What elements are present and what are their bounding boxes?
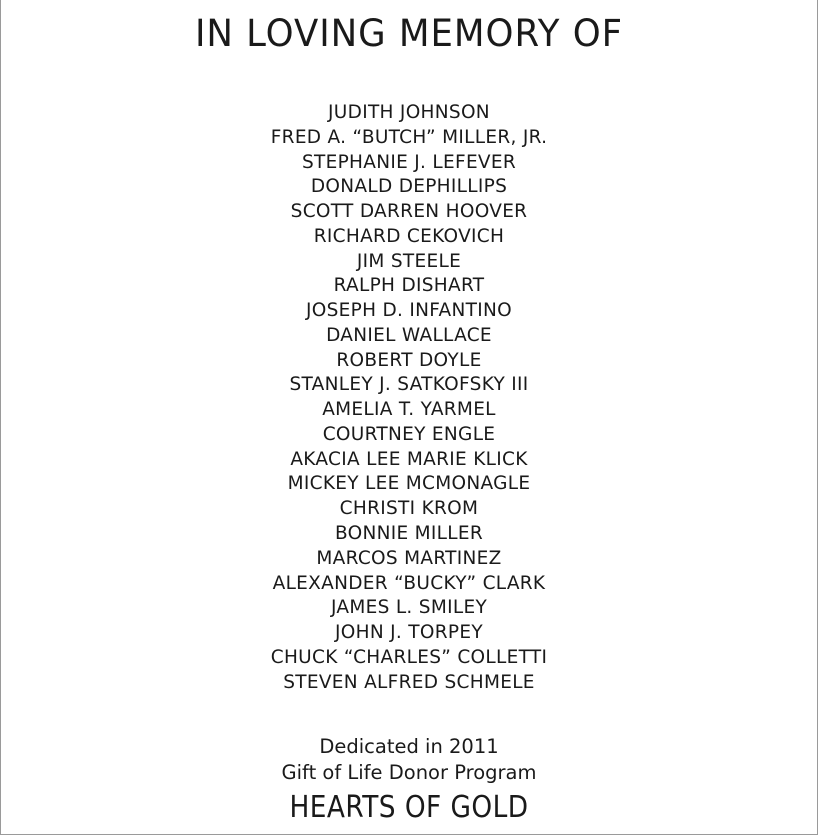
name-item: JUDITH JOHNSON [328, 102, 490, 123]
name-item: ROBERT DOYLE [336, 349, 482, 371]
name-item: STEPHANIE J. LEFEVER [301, 151, 517, 173]
name-item: BONNIE MILLER [334, 523, 484, 545]
dedication-line: Dedicated in 2011 [319, 735, 499, 758]
name-item: CHUCK “CHARLES” COLLETTI [270, 646, 548, 668]
name-item: STANLEY J. SATKOFSKY III [289, 374, 529, 396]
name-item: SCOTT DARREN HOOVER [290, 201, 528, 223]
name-item: ALEXANDER “BUCKY” CLARK [272, 572, 546, 594]
name-item: JIM STEELE [356, 250, 462, 272]
name-item: MICKEY LEE MCMONAGLE [287, 473, 531, 495]
program-name: Gift of Life Donor Program [281, 761, 537, 784]
memorial-title: IN LOVING MEMORY OF [194, 12, 624, 55]
name-item: RALPH DISHART [333, 275, 485, 297]
name-item: CHRISTI KROM [339, 498, 479, 520]
name-item: AMELIA T. YARMEL [322, 399, 496, 421]
name-list [0, 101, 818, 695]
name-item: JOHN J. TORPEY [335, 622, 483, 644]
name-item: FRED A. “BUTCH” MILLER, JR. [270, 126, 548, 148]
name-item: JAMES L. SMILEY [330, 597, 488, 619]
name-item: MARCOS MARTINEZ [316, 547, 502, 569]
name-item: DONALD DEPHILLIPS [310, 176, 508, 198]
name-item: RICHARD CEKOVICH [313, 225, 505, 247]
name-item: JOSEPH D. INFANTINO [306, 300, 512, 322]
name-item: AKACIA LEE MARIE KLICK [290, 448, 528, 470]
motto-heading: HEARTS OF GOLD [289, 790, 529, 825]
name-item: STEVEN ALFRED SCHMELE [283, 671, 535, 693]
name-item: DANIEL WALLACE [326, 324, 492, 346]
name-item: COURTNEY ENGLE [322, 423, 496, 445]
